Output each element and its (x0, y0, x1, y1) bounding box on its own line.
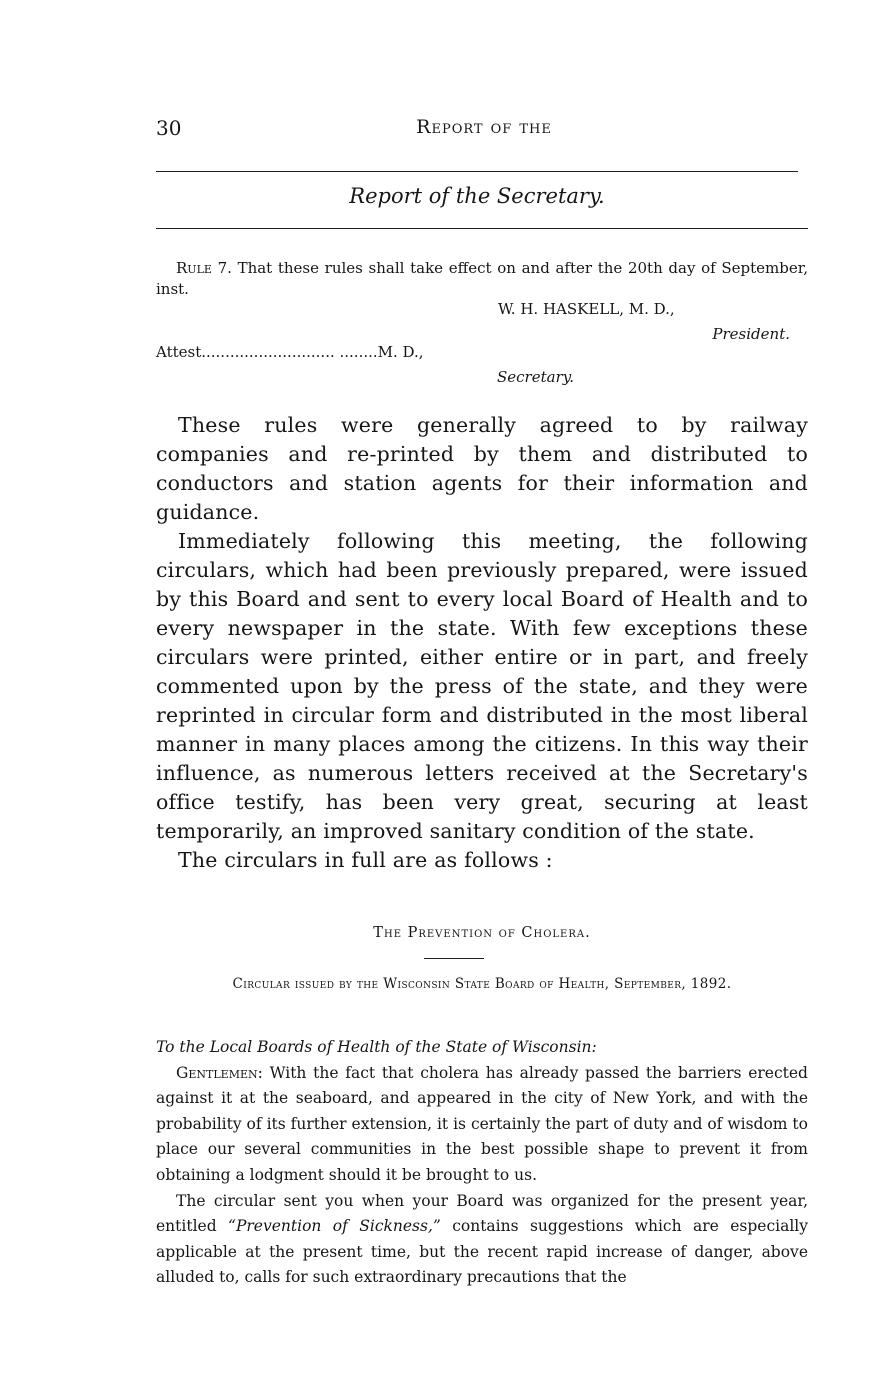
rule-7 (156, 258, 808, 300)
signer-name: W. H. HASKELL, M. D., (498, 300, 675, 318)
body-paragraph-3: The circulars in full are as follows : (178, 848, 553, 872)
page-number: 30 (156, 116, 182, 140)
body-text (156, 411, 808, 875)
rule-7-label: Rule 7. (176, 259, 232, 277)
circular-salutation: Gentlemen: (176, 1063, 263, 1082)
header-rule-top (156, 171, 798, 172)
header-rule-bottom (156, 228, 808, 229)
running-head: Report of the (416, 116, 552, 138)
circular-paragraph-1-text: With the fact that cholera has already passed the barriers erected against it at the seaboard, and appeared in the city of New York, and with the probability of its further extension, it is certainly the part of duty and of wisdom to place our several communities in the best possible shape to prevent it from obtaining a lodgment should it be brought to us. (156, 1063, 808, 1184)
circular-subtitle: Circular issued by the Wisconsin State Board of Health, September, 1892. (232, 976, 732, 992)
circular-paragraph-2-end: contains suggestions which are especially applicable at the present time, but the recent rapid increase of danger, above alluded to, calls for such extraordinary precautions that the (156, 1217, 808, 1287)
signer-title: President. (712, 325, 790, 343)
circular-referenced-title: “Prevention of Sickness,” (228, 1217, 441, 1236)
circular-paragraph-1 (156, 1061, 808, 1189)
rule-7-text: That these rules shall take effect on and after the 20th day of September, inst. (156, 259, 808, 298)
circular-paragraph-2 (156, 1189, 808, 1291)
circular-title-rule (424, 958, 484, 959)
body-paragraph-2: Immediately following this meeting, the following circulars, which had been previously prepared, were issued by this Board and sent to every local Board of Health and to every newspaper in the state. With few exceptions these circulars were printed, either entire or in part, and freely commented upon by the press of the state, and they were reprinted in circular form and distributed in the most liberal manner in many places among the citizens. In this way their influence, as numerous letters received at the Secretary's office testify, has been very great, securing at least temporarily, an improved sanitary condition of the state. (156, 529, 808, 843)
body-paragraph-1: These rules were generally agreed to by railway companies and re-printed by them and distributed to conductors and station agents for their information and guidance. (156, 413, 808, 524)
circular-paragraph-2-start: The circular sent you when your Board was organized for the present year, entitled (156, 1191, 808, 1236)
attest-line: Attest............................ ........M. D., (156, 343, 424, 361)
circular-text (156, 1035, 808, 1291)
circular-address: To the Local Boards of Health of the State of Wisconsin: (156, 1038, 597, 1056)
circular-title: The Prevention of Cholera. (373, 925, 591, 941)
attest-title: Secretary. (497, 368, 574, 386)
section-title: Report of the Secretary. (349, 184, 605, 208)
